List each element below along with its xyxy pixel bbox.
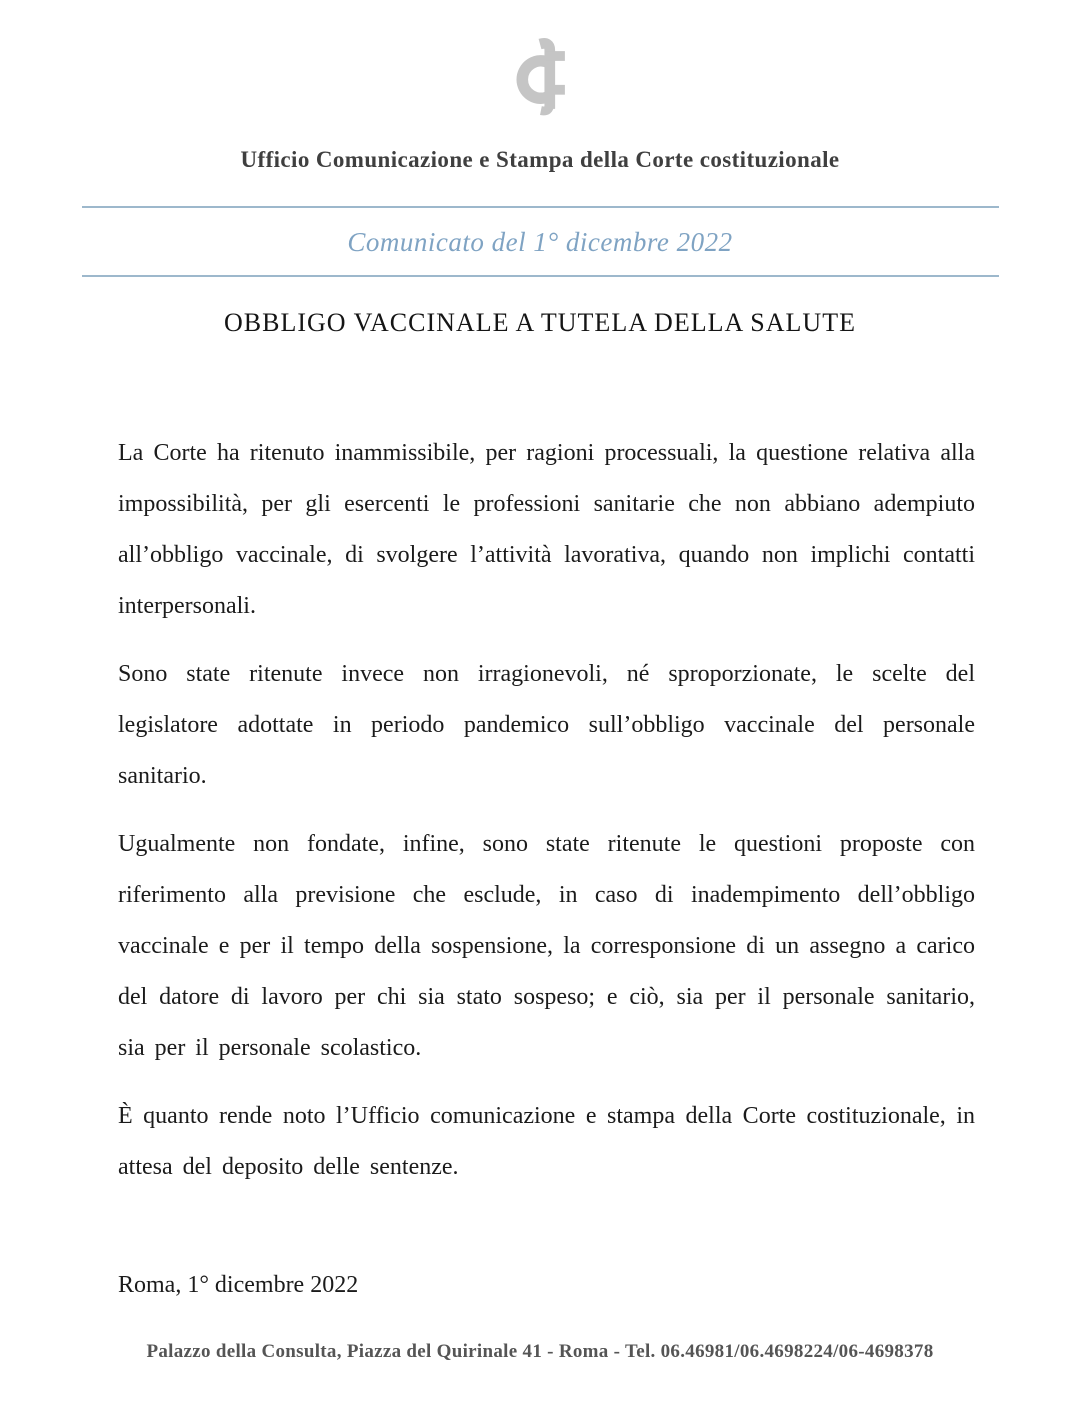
document-title: OBBLIGO VACCINALE A TUTELA DELLA SALUTE [224, 308, 856, 337]
body-paragraph-1: La Corte ha ritenuto inammissibile, per ragioni processuali, la questione relativa alla impossibilità, per gli esercenti le professioni sanitarie che non abbiano adempiuto all’obbligo vaccinale, di svolgere l’attività lavorativa, quando non implichi contatti interpersonali. [118, 440, 975, 619]
corte-costituzionale-monogram-icon [513, 36, 567, 116]
place-date-line: Roma, 1° dicembre 2022 [118, 1272, 359, 1298]
office-header-line: Ufficio Comunicazione e Stampa della Corte costituzionale [240, 147, 840, 172]
body-paragraph-4: È quanto rende noto l’Ufficio comunicazione e stampa della Corte costituzionale, in attesa del deposito delle sentenze. [118, 1103, 975, 1180]
document-body [118, 428, 975, 1193]
horizontal-rule-bottom [82, 275, 999, 277]
logo-container [0, 0, 1080, 121]
body-paragraph-3: Ugualmente non fondate, infine, sono state ritenute le questioni proposte con riferimento alla previsione che esclude, in caso di inadempimento dell’obbligo vaccinale e per il tempo della sospensione, la corresponsione di un assegno a carico del datore di lavoro per chi sia stato sospeso; e ciò, sia per il personale sanitario, sia per il personale scolastico. [118, 831, 975, 1061]
horizontal-rule-top [82, 206, 999, 208]
comunicato-date-line: Comunicato del 1° dicembre 2022 [347, 227, 733, 257]
footer-address-line: Palazzo della Consulta, Piazza del Quirinale 41 - Roma - Tel. 06.46981/06.4698224/06-4698378 [146, 1341, 934, 1362]
body-paragraph-2: Sono state ritenute invece non irragionevoli, né sproporzionate, le scelte del legislatore adottate in periodo pandemico sull’obbligo vaccinale del personale sanitario. [118, 661, 975, 789]
